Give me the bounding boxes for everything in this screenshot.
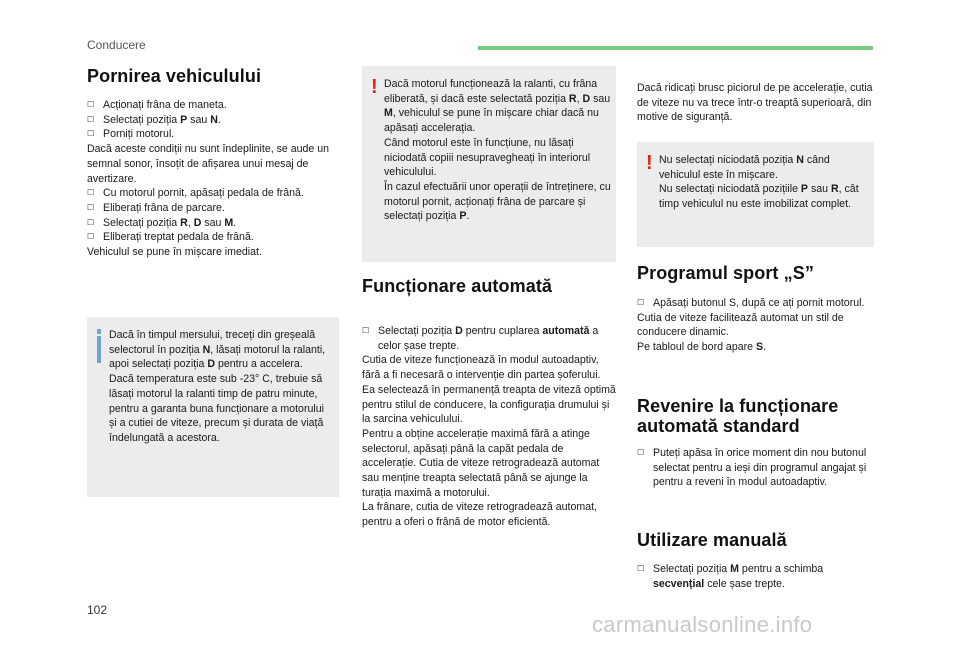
checkbox-bullet-icon: ☐: [87, 202, 95, 212]
list-item: ☐ Eliberați frâna de parcare.: [87, 201, 225, 214]
paragraph: Pe tabloul de bord apare S.: [637, 341, 767, 354]
title-functionare-automata: Funcționare automată: [362, 276, 553, 296]
checkbox-bullet-icon: ☐: [637, 298, 645, 307]
paragraph: La frânare, cutia de viteze retrogradează automat, pentru a oferi o frână de motor eficientă.: [362, 501, 597, 529]
exclamation-warning-icon: !: [371, 76, 378, 98]
warning-text: Când motorul este în funcțiune, nu lăsați niciodată copiii nesupravegheați în interiorul vehiculului.: [384, 136, 591, 179]
checkbox-bullet-icon: ☐: [87, 100, 95, 109]
paragraph: Cutia de viteze facilitează automat un stil de conducere dinamic.: [637, 311, 844, 339]
list-item: ☐ Selectați poziția M pentru a schimba secvențial cele șase trepte.: [637, 563, 824, 590]
paragraph: Dacă aceste condiții nu sunt îndeplinite, se aude un semnal sonor, însoțit de afișarea unui mesaj de avertizare.: [87, 143, 330, 185]
paragraph: Cutia de viteze funcționează în modul autoadaptiv, fără a fi necesară o intervenție din partea șoferului. Ea selectează în permanență treapta de viteză optimă pentru stilul de conducere, la configurația drumului și la sarcina vehiculului.: [362, 354, 616, 426]
page-number: 102: [87, 603, 108, 617]
warning-text: În cazul efectuării unor operații de întreținere, cu motorul pornit, acționați frâna de parcare și selectați poziția P.: [384, 180, 611, 223]
col3-intro: [637, 81, 874, 125]
list-item: ☐ Puteți apăsa în orice moment din nou butonul selectat pentru a ieși din programul angajat și pentru a reveni în modul autoadaptiv.: [637, 447, 867, 489]
checkbox-bullet-icon: ☐: [637, 448, 645, 457]
manual-text: [637, 562, 874, 591]
checkbox-bullet-icon: ☐: [362, 326, 370, 335]
watermark: carmanualsonline.info: [592, 612, 813, 637]
checkbox-bullet-icon: ☐: [87, 129, 95, 139]
col2-text: [362, 324, 616, 530]
list-item: ☐ Acționați frâna de maneta.: [87, 99, 227, 111]
paragraph: Vehiculul se pune în mișcare imediat.: [87, 246, 262, 259]
warning-text: Nu selectați niciodată pozițiile P sau R, cât timp vehiculul nu este imobilizat complet.: [659, 183, 859, 211]
warning-text: Nu selectați niciodată poziția N când vehiculul este în mișcare.: [659, 154, 830, 181]
warning-box: [362, 66, 616, 262]
header-accent-bar: [478, 46, 873, 50]
info-text: Dacă temperatura este sub -23° C, trebuie să lăsați motorul la ralanti timp de patru minute, pentru a garanta buna funcționare a motorului și a cutiei de viteze, precum și durata de viață îndelungată a acestora.: [109, 373, 324, 444]
checkbox-bullet-icon: ☐: [87, 114, 95, 124]
col1-text: [87, 98, 339, 260]
title-utilizare-manuala: Utilizare manuală: [637, 530, 787, 550]
revert-text: [637, 446, 874, 490]
list-item: ☐ Porniți motorul.: [87, 128, 175, 141]
info-box: [87, 317, 339, 497]
warning-box: [637, 142, 874, 247]
title-programul-sport: Programul sport „S”: [637, 263, 814, 283]
list-item: ☐ Selectați poziția D pentru cuplarea automată a celor șase trepte.: [362, 325, 599, 352]
list-item: ☐ Cu motorul pornit, apăsați pedala de frână.: [87, 187, 304, 200]
section-header: Conducere: [87, 38, 146, 52]
info-icon: [96, 329, 103, 363]
paragraph: Dacă ridicați brusc piciorul de pe accelerație, cutia de viteze nu va trece într-o treaptă superioară, din motive de siguranță.: [637, 82, 873, 124]
list-item: ☐ Selectați poziția R, D sau M.: [87, 216, 237, 229]
exclamation-warning-icon: !: [646, 152, 653, 174]
info-text: Dacă în timpul mersului, treceți din greșeală selectorul în poziția N, lăsați motorul la ralanti, apoi selectați poziția D pentru a accelera.: [109, 329, 326, 371]
warning-text: Dacă motorul funcționează la ralanti, cu frâna eliberată, și dacă este selectată poziția R, D sau M, vehiculul se pune în mișcare chiar dacă nu apăsați accelerația.: [384, 78, 611, 135]
title-pornirea: Pornirea vehiculului: [87, 66, 262, 86]
paragraph: Pentru a obține accelerație maximă fără a atinge selectorul, apăsați până la capăt pedala de accelerație. Cutia de viteze retrogradează automat sau menține treapta selectată până se ajunge la turația maximă a motorului.: [362, 427, 600, 499]
sport-text: [637, 296, 874, 355]
list-item: ☐ Eliberați treptat pedala de frână.: [87, 231, 254, 244]
checkbox-bullet-icon: ☐: [87, 217, 95, 227]
checkbox-bullet-icon: ☐: [637, 564, 645, 573]
checkbox-bullet-icon: ☐: [87, 188, 95, 198]
list-item: ☐ Selectați poziția P sau N.: [87, 113, 221, 126]
checkbox-bullet-icon: ☐: [87, 232, 95, 242]
title-revenire: Revenire la funcționare automată standard: [637, 396, 839, 436]
list-item: ☐ Apăsați butonul S, după ce ați pornit motorul.: [637, 297, 865, 309]
